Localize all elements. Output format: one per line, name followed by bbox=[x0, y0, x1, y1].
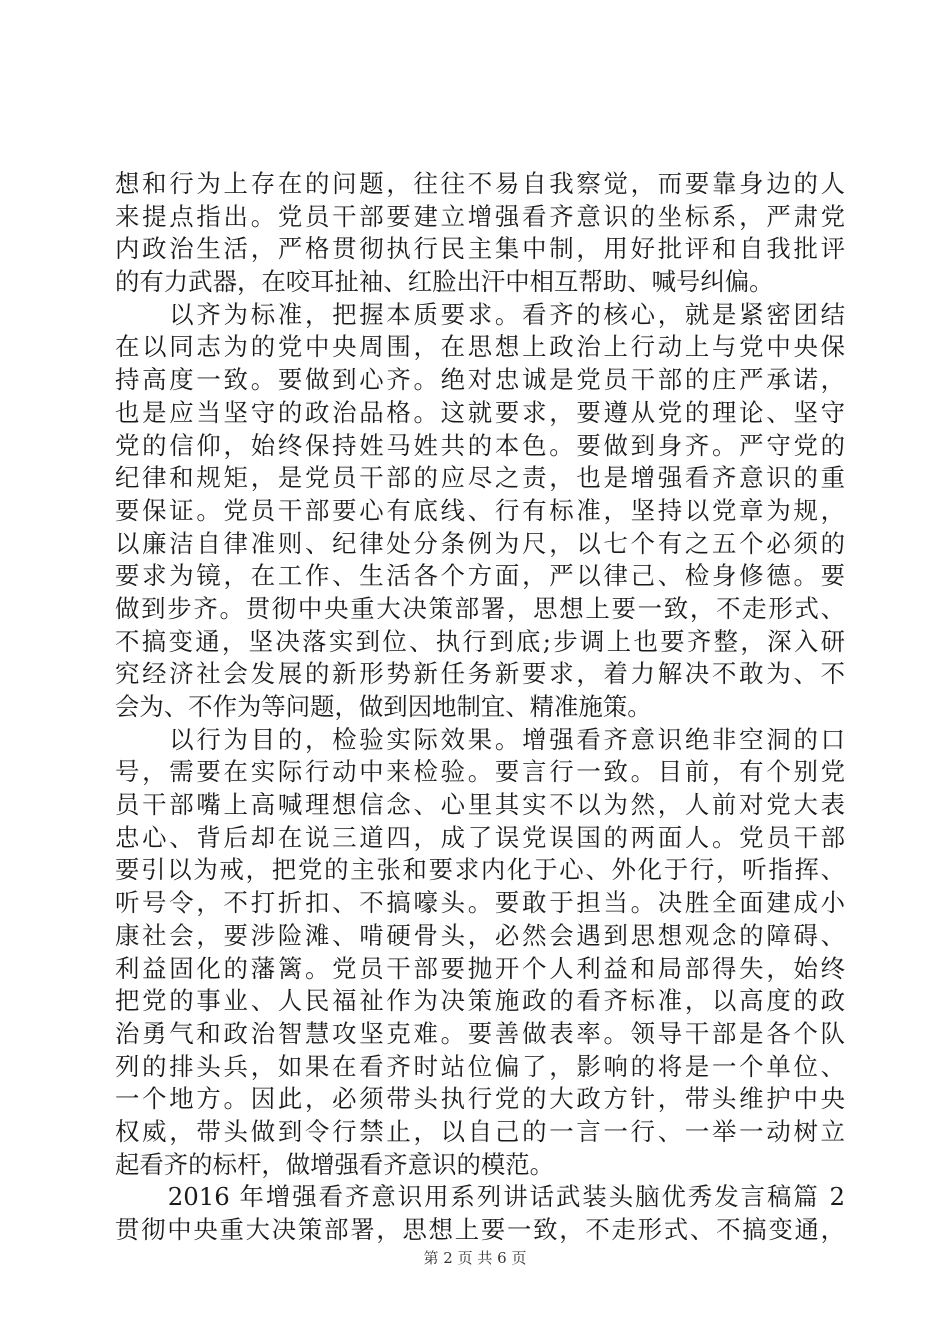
text-line: 党的信仰，始终保持姓马姓共的本色。要做到身齐。严守党的 bbox=[115, 430, 845, 460]
text-line: 起看齐的标杆，做增强看齐意识的模范。 bbox=[115, 1149, 555, 1179]
text-line: 要引以为戒，把党的主张和要求内化于心、外化于行，听指挥、 bbox=[115, 855, 845, 885]
text-line: 以齐为标准，把握本质要求。看齐的核心，就是紧密团结 bbox=[115, 299, 845, 329]
text-line: 持高度一致。要做到心齐。绝对忠诚是党员干部的庄严承诺， bbox=[115, 365, 845, 395]
text-line: 在以同志为的党中央周围，在思想上政治上行动上与党中央保 bbox=[115, 332, 845, 362]
text-line: 会为、不作为等问题，做到因地制宜、精准施策。 bbox=[115, 692, 652, 721]
text-line: 2016 年增强看齐意识用系列讲话武装头脑优秀发言稿篇 2 bbox=[115, 1182, 845, 1212]
text-line: 康社会，要涉险滩、啃硬骨头，必然会遇到思想观念的障碍、 bbox=[115, 920, 845, 950]
text-line: 也是应当坚守的政治品格。这就要求，要遵从党的理论、坚守 bbox=[115, 397, 845, 427]
text-line: 要求为镜，在工作、生活各个方面，严以律己、检身修德。要 bbox=[115, 561, 845, 591]
document-body bbox=[115, 168, 845, 1247]
page-footer: 第 2 页 共 6 页 bbox=[423, 1249, 527, 1267]
text-line: 一个地方。因此，必须带头执行党的大政方针，带头维护中央 bbox=[115, 1084, 845, 1114]
text-line: 究经济社会发展的新形势新任务新要求，着力解决不敢为、不 bbox=[115, 659, 845, 689]
text-line: 想和行为上存在的问题，往往不易自我察觉，而要靠身边的人 bbox=[115, 169, 845, 198]
text-line: 忠心、背后却在说三道四，成了误党误国的两面人。党员干部 bbox=[115, 822, 845, 852]
text-line: 的有力武器，在咬耳扯袖、红脸出汗中相互帮助、喊号纠偏。 bbox=[115, 267, 774, 297]
text-line: 利益固化的藩篱。党员干部要抛开个人利益和局部得失，始终 bbox=[115, 953, 845, 983]
text-line: 做到步齐。贯彻中央重大决策部署，思想上要一致，不走形式、 bbox=[115, 593, 845, 623]
text-line: 听号令，不打折扣、不搞嚎头。要敢于担当。决胜全面建成小 bbox=[115, 888, 845, 918]
text-line: 治勇气和政治智慧攻坚克难。要善做表率。领导干部是各个队 bbox=[115, 1018, 845, 1048]
text-line: 来提点指出。党员干部要建立增强看齐意识的坐标系，严肃党 bbox=[115, 201, 845, 231]
text-line: 员干部嘴上高喊理想信念、心里其实不以为然，人前对党大表 bbox=[115, 790, 845, 820]
text-line: 内政治生活，严格贯彻执行民主集中制，用好批评和自我批评 bbox=[115, 234, 845, 264]
text-line: 权威，带头做到令行禁止，以自己的一言一行、一举一动树立 bbox=[115, 1116, 845, 1146]
text-line: 以廉洁自律准则、纪律处分条例为尺，以七个有之五个必须的 bbox=[115, 528, 845, 558]
text-line: 要保证。党员干部要心有底线、行有标准，坚持以党章为规， bbox=[115, 495, 845, 525]
text-line: 列的排头兵，如果在看齐时站位偏了，影响的将是一个单位、 bbox=[115, 1051, 845, 1081]
text-line: 贯彻中央重大决策部署，思想上要一致，不走形式、不搞变通， bbox=[115, 1215, 845, 1244]
text-line: 以行为目的，检验实际效果。增强看齐意识绝非空洞的口 bbox=[115, 724, 845, 754]
text-line: 纪律和规矩，是党员干部的应尽之责，也是增强看齐意识的重 bbox=[115, 463, 845, 493]
text-line: 不搞变通，坚决落实到位、执行到底;步调上也要齐整，深入研 bbox=[115, 626, 845, 656]
text-line: 把党的事业、人民福祉作为决策施政的看齐标准，以高度的政 bbox=[115, 986, 845, 1016]
text-line: 号，需要在实际行动中来检验。要言行一致。目前，有个别党 bbox=[115, 757, 845, 787]
